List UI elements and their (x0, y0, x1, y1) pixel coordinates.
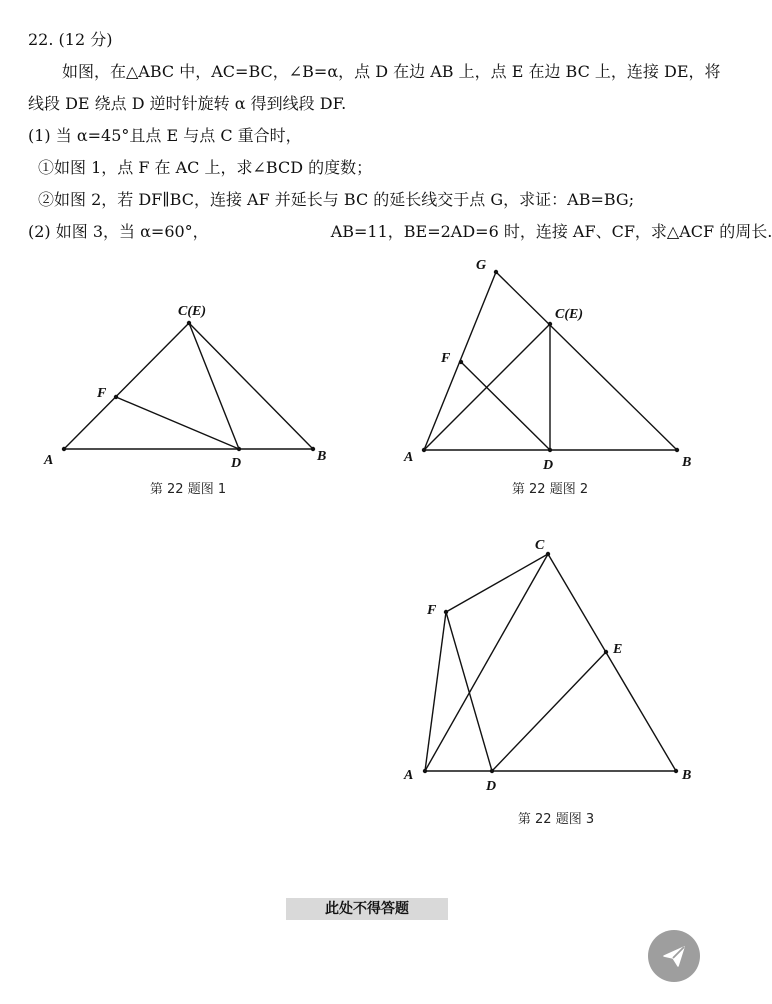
fig2-point-d (548, 448, 552, 452)
fig3-label-a: A (404, 768, 414, 783)
fig1-segment-bc (189, 323, 313, 449)
fig2-point-c (548, 322, 552, 326)
fig1-point-a (62, 447, 66, 451)
fig3-point-a (423, 769, 427, 773)
fig2-label-g: G (476, 258, 487, 273)
fig2-segment-ag (424, 272, 496, 450)
fig1-label-c: C(E) (178, 304, 206, 319)
fig3-label-b: B (682, 768, 692, 783)
fig2-label-d: D (543, 458, 554, 473)
fig3-segment-de (492, 652, 606, 771)
share-floating-button[interactable] (648, 930, 700, 982)
figure-1-caption: 第 22 题图 1 (149, 482, 227, 497)
fig3-segment-fc (446, 554, 548, 612)
fig2-segment-ac (424, 324, 550, 450)
fig3-segment-fd (446, 612, 492, 771)
fig1-label-b: B (317, 449, 327, 464)
fig1-label-f: F (97, 386, 107, 401)
fig2-label-f: F (441, 351, 451, 366)
fig2-segment-gb (496, 272, 677, 450)
fig3-point-e (604, 650, 608, 654)
fig1-segment-df (116, 397, 239, 449)
fig3-point-b (674, 769, 678, 773)
fig2-segment-df (461, 362, 550, 450)
fig3-segment-ac (425, 554, 548, 771)
fig1-point-d (237, 447, 241, 451)
fig2-point-g (494, 270, 498, 274)
figure-3-caption: 第 22 题图 3 (517, 812, 595, 827)
fig1-segment-cd (189, 323, 239, 449)
fig2-label-c: C(E) (555, 307, 583, 322)
fig1-label-d: D (231, 456, 242, 471)
fig2-label-b: B (682, 455, 692, 470)
fig1-segment-ac (64, 323, 189, 449)
fig3-label-c: C (535, 538, 545, 553)
fig3-point-d (490, 769, 494, 773)
problem-intro-line1: 如图，在△ABC 中，AC=BC，∠B=α，点 D 在边 AB 上，点 E 在边 BC 上，连接 DE，将 (62, 62, 721, 81)
problem-header: 22. (12 分) (28, 30, 113, 49)
fig1-point-f (114, 395, 118, 399)
problem-part2-condition: (2) 如图 3，当 α=60°， (28, 222, 209, 241)
problem-part2-question: AB=11，BE=2AD=6 时，连接 AF、CF，求△ACF 的周长. (330, 222, 772, 241)
fig3-point-f (444, 610, 448, 614)
problem-part1-question1: ①如图 1，点 F 在 AC 上，求∠BCD 的度数； (38, 158, 373, 177)
figure-2-caption: 第 22 题图 2 (511, 482, 589, 497)
problem-intro-line2: 线段 DE 绕点 D 逆时针旋转 α 得到线段 DF. (28, 94, 347, 113)
fig1-point-b (311, 447, 315, 451)
fig1-point-c (187, 321, 191, 325)
fig3-segment-cb (548, 554, 676, 771)
fig3-label-d: D (486, 779, 497, 794)
fig3-label-e: E (613, 642, 623, 657)
problem-part2 (28, 216, 772, 248)
fig2-point-a (422, 448, 426, 452)
problem-part1: (1) 当 α=45°且点 E 与点 C 重合时， (28, 126, 302, 145)
problem-part1-question2: ②如图 2，若 DF∥BC，连接 AF 并延长与 BC 的延长线交于点 G，求证：AB=BG; (38, 190, 635, 209)
fig2-point-f (459, 360, 463, 364)
fig2-label-a: A (404, 450, 414, 465)
fig3-segment-af (425, 612, 446, 771)
no-answer-zone-label: 此处不得答题 (286, 898, 448, 920)
fig2-point-b (675, 448, 679, 452)
fig3-label-f: F (427, 603, 437, 618)
fig3-point-c (546, 552, 550, 556)
problem-text (28, 24, 772, 248)
fig1-label-a: A (44, 453, 54, 468)
paper-plane-icon (660, 942, 688, 970)
